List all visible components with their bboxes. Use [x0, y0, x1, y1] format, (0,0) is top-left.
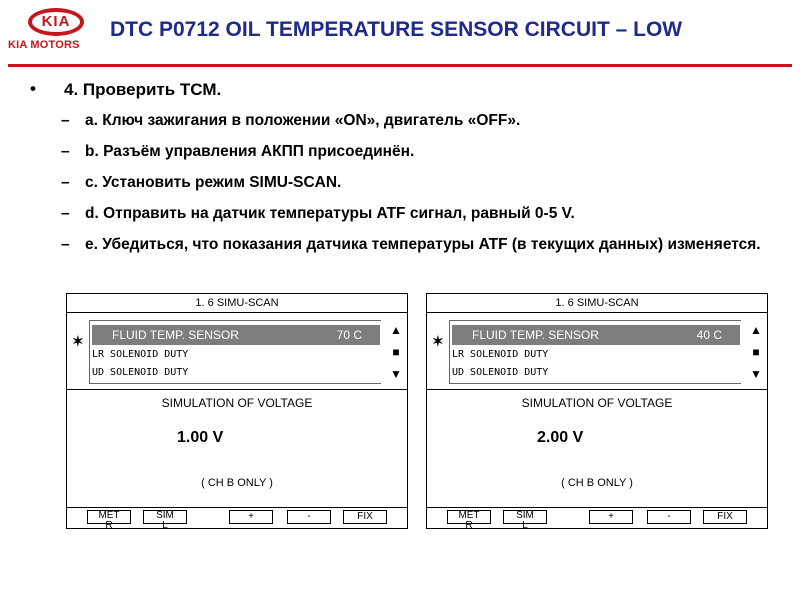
plus-button[interactable]: + [229, 510, 273, 524]
selected-sensor-row[interactable] [452, 325, 740, 345]
simulation-label: SIMULATION OF VOLTAGE [521, 396, 673, 410]
simu-scan-panel-1 [66, 293, 408, 529]
title-divider [8, 64, 792, 67]
fix-button[interactable]: FIX [703, 510, 747, 524]
scroll-down-icon[interactable]: ▼ [390, 367, 402, 381]
panel-header: 1. 6 SIMU-SCAN [67, 294, 407, 313]
sub-step-text: a. Ключ зажигания в положении «ON», двигатель «OFF». [85, 112, 521, 129]
simu-scan-panel-2 [426, 293, 768, 529]
kia-motors-text: KIA MOTORS [8, 39, 80, 51]
list-item[interactable]: LR SOLENOID DUTY [452, 349, 549, 360]
meter-button-line2: R [465, 520, 473, 531]
selected-sensor-row[interactable] [92, 325, 380, 345]
meter-button-line1: MET [458, 510, 480, 521]
fix-button[interactable]: FIX [343, 510, 387, 524]
simulation-button-line1: SIM [156, 510, 174, 521]
sensor-listbox [449, 320, 741, 384]
dash-marker: – [61, 174, 70, 191]
kia-logo-oval [28, 8, 84, 36]
dash-marker: – [61, 236, 70, 253]
voltage-value: 1.00 V [177, 429, 224, 446]
dash-marker: – [61, 205, 70, 222]
dash-marker: – [61, 112, 70, 129]
simulation-button-line1: SIM [516, 510, 534, 521]
list-item[interactable]: UD SOLENOID DUTY [452, 367, 549, 378]
minus-button[interactable]: - [287, 510, 331, 524]
star-icon: ✶ [72, 333, 84, 349]
channel-note: ( CH B ONLY ) [561, 477, 633, 489]
sub-step-b [30, 141, 790, 162]
scroll-down-icon[interactable]: ▼ [750, 367, 762, 381]
panel-button-bar [427, 507, 767, 531]
dash-marker: – [61, 143, 70, 160]
scroll-thumb-icon[interactable]: ■ [392, 345, 400, 359]
meter-button[interactable] [447, 510, 491, 531]
star-icon: ✶ [432, 333, 444, 349]
meter-button-line1: MET [98, 510, 120, 521]
sub-step-c [30, 172, 790, 193]
sub-step-text: b. Разъём управления АКПП присоединён. [85, 143, 415, 160]
sensor-list [67, 313, 407, 390]
sub-step-a [30, 110, 790, 131]
plus-button[interactable]: + [589, 510, 633, 524]
sub-step-e [30, 234, 790, 255]
sub-step-d [30, 203, 790, 224]
scrollbar[interactable] [389, 319, 403, 385]
selected-sensor-value: 40 C [696, 328, 722, 342]
channel-note: ( CH B ONLY ) [201, 477, 273, 489]
instruction-list [30, 80, 790, 265]
minus-button[interactable]: - [647, 510, 691, 524]
kia-logo-text: KIA [41, 13, 71, 30]
simulation-button-line2: L [522, 520, 528, 531]
list-item[interactable]: LR SOLENOID DUTY [92, 349, 189, 360]
meter-button-line2: R [105, 520, 113, 531]
panel-header: 1. 6 SIMU-SCAN [427, 294, 767, 313]
simulation-button[interactable] [503, 510, 547, 531]
panel-button-bar [67, 507, 407, 531]
scroll-thumb-icon[interactable]: ■ [752, 345, 760, 359]
selected-sensor-value: 70 C [336, 328, 362, 342]
simulation-button[interactable] [143, 510, 187, 531]
voltage-value: 2.00 V [537, 429, 584, 446]
selected-sensor-name: FLUID TEMP. SENSOR [112, 328, 239, 342]
main-step: • 4. Проверить ТСМ. [30, 80, 790, 100]
scroll-up-icon[interactable]: ▲ [750, 323, 762, 337]
sensor-listbox [89, 320, 381, 384]
sub-step-text: e. Убедиться, что показания датчика температуры ATF (в текущих данных) изменяется. [85, 236, 761, 253]
sub-step-text: c. Установить режим SIMU-SCAN. [85, 174, 342, 191]
scroll-up-icon[interactable]: ▲ [390, 323, 402, 337]
slide-title: DTC P0712 OIL TEMPERATURE SENSOR CIRCUIT – LOW [110, 18, 683, 41]
selected-sensor-name: FLUID TEMP. SENSOR [472, 328, 599, 342]
simulation-button-line2: L [162, 520, 168, 531]
kia-logo [6, 4, 98, 56]
simulation-label: SIMULATION OF VOLTAGE [161, 396, 313, 410]
sub-step-text: d. Отправить на датчик температуры ATF сигнал, равный 0-5 V. [85, 205, 575, 222]
sensor-list [427, 313, 767, 390]
list-item[interactable]: UD SOLENOID DUTY [92, 367, 189, 378]
meter-button[interactable] [87, 510, 131, 531]
scrollbar[interactable] [749, 319, 763, 385]
